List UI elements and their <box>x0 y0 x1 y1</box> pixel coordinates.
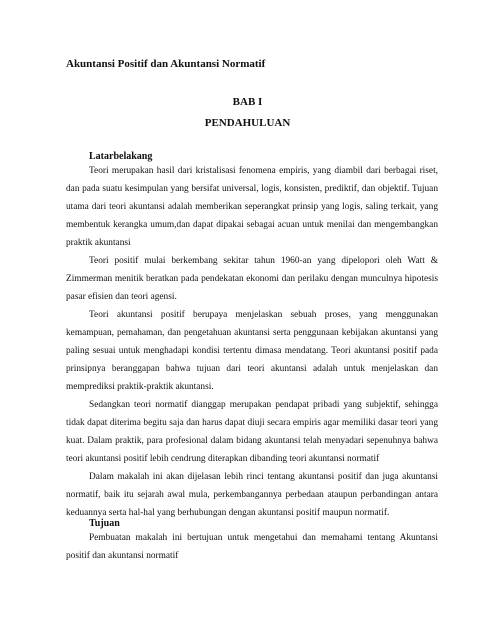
section-heading-tujuan: Tujuan <box>89 518 120 529</box>
chapter-title: PENDAHULUAN <box>204 117 291 129</box>
section-body-latarbelakang <box>66 162 438 522</box>
section-heading-latarbelakang: Latarbelakang <box>89 151 153 162</box>
document-title: Akuntansi Positif dan Akuntansi Normatif <box>66 58 266 70</box>
chapter-number: BAB I <box>232 96 263 108</box>
paragraph: Sedangkan teori normatif dianggap merupakan pendapat pribadi yang subjektif, sehingga tidak dapat diterima begitu saja dan harus dapat diuji secara empiris agar memiliki dasar teori yang kuat. Dalam praktik, para profesional dalam bidang akuntansi telah menyadari sepenuhnya bahwa teori akuntansi positif lebih cendrung diterapkan dibanding teori akuntansi normatif <box>66 400 438 464</box>
paragraph: Dalam makalah ini akan dijelasan lebih rinci tentang akuntansi positif dan juga akuntansi normatif, baik itu sejarah awal mula, perkembangannya perbedaan ataupun perbandingan antara keduannya serta hal-hal yang berhubungan dengan akuntansi positif maupun normatif. <box>66 472 438 518</box>
paragraph: Pembuatan makalah ini bertujuan untuk mengetahui dan memahami tentang Akuntansi positif dan akuntansi normatif <box>66 533 438 561</box>
paragraph: Teori positif mulai berkembang sekitar tahun 1960-an yang dipelopori oleh Watt & Zimmerman menitik beratkan pada pendekatan ekonomi dan perilaku dengan munculnya hipotesis pasar efisien dan teori agensi. <box>66 256 438 302</box>
paragraph: Teori merupakan hasil dari kristalisasi fenomena empiris, yang diambil dari berbagai riset, dan pada suatu kesimpulan yang bersifat universal, logis, konsisten, prediktif, dan objektif. Tujuan utama dari teori akuntansi adalah memberikan seperangkat prinsip yang logis, saling terkait, yang membentuk kerangka umum,dan dapat dipakai sebagai acuan untuk menilai dan mengembangkan praktik akuntansi <box>66 166 438 248</box>
paragraph: Teori akuntansi positif berupaya menjelaskan sebuah proses, yang menggunakan kemampuan, pemahaman, dan pengetahuan akuntansi serta penggunaan kebijakan akuntansi yang paling sesuai untuk menghadapi kondisi tertentu dimasa mendatang. Teori akuntansi positif pada prinsipnya beranggapan bahwa tujuan dari teori akuntansi adalah untuk menjelaskan dan memprediksi praktik-praktik akuntansi. <box>66 310 438 392</box>
section-body-tujuan <box>66 529 438 565</box>
